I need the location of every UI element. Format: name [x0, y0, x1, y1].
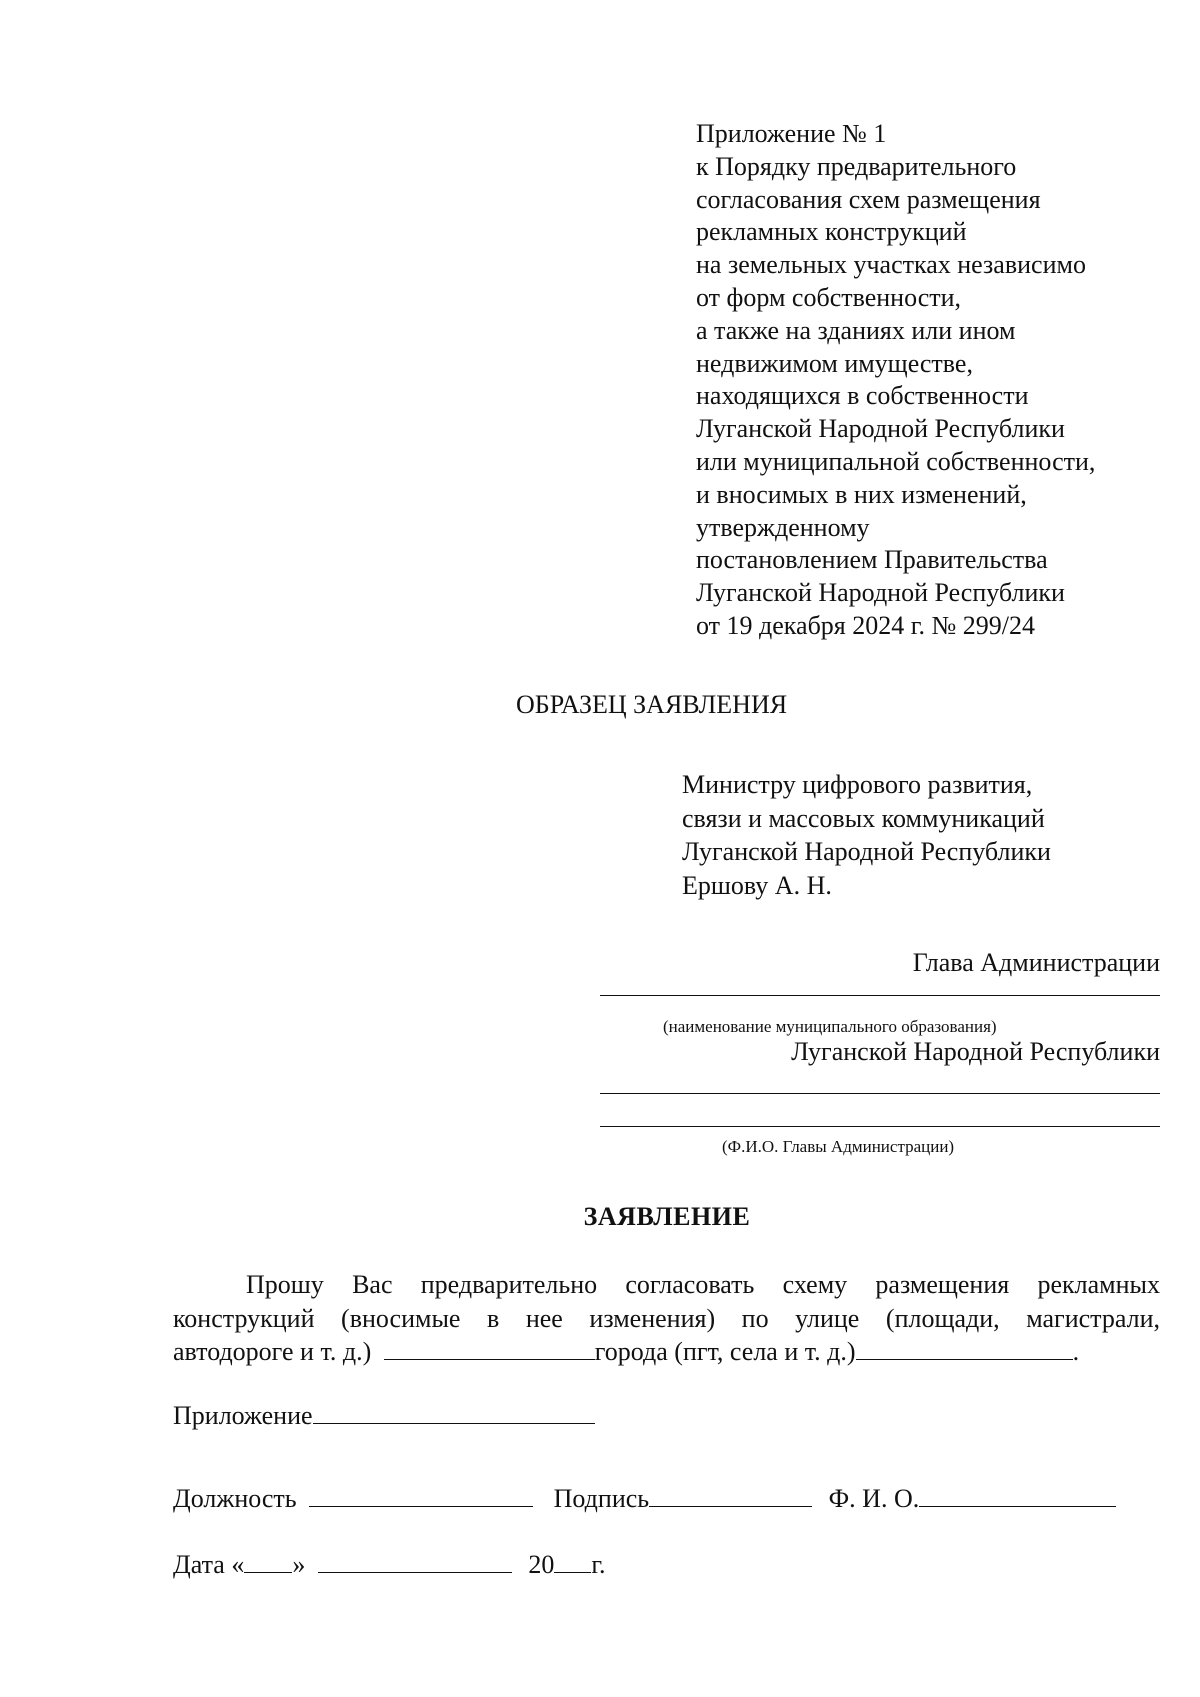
attachment-row: [173, 1399, 595, 1431]
statement-line-3: [173, 1335, 1160, 1369]
city-blank[interactable]: [856, 1335, 1073, 1360]
appendix-line: находящихся в собственности: [696, 381, 1029, 411]
sign-blank[interactable]: [649, 1482, 812, 1507]
appendix-line: постановлением Правительства: [696, 545, 1048, 575]
municipality-caption: (наименование муниципального образования): [663, 1017, 997, 1036]
municipality-name-line[interactable]: [600, 995, 1160, 996]
position-label: Должность: [173, 1484, 297, 1513]
fio-blank[interactable]: [919, 1482, 1116, 1507]
appendix-line: недвижимом имуществе,: [696, 348, 973, 378]
appendix-line: рекламных конструкций: [696, 217, 967, 247]
statement-line-1: Прошу Вас предварительно согласовать схему размещения рекламных: [246, 1270, 1160, 1299]
statement-title: ЗАЯВЛЕНИЕ: [583, 1202, 751, 1231]
addressee-line: Министру цифрового развития,: [682, 770, 1033, 799]
appendix-line: или муниципальной собственности,: [696, 446, 1096, 476]
appendix-line: Приложение № 1: [696, 119, 887, 148]
appendix-line: от 19 декабря 2024 г. № 299/24: [696, 610, 1036, 640]
appendix-line: на земельных участках независимо: [696, 250, 1086, 280]
statement-line-3-end: .: [1072, 1337, 1080, 1366]
date-label: Дата «: [173, 1550, 245, 1579]
fio-label: Ф. И. О.: [828, 1484, 920, 1513]
appendix-line: Луганской Народной Республики: [696, 414, 1065, 444]
year-suffix: г.: [591, 1550, 606, 1579]
sender-block: [600, 0, 1160, 1200]
republic-name: Луганской Народной Республики: [791, 1037, 1160, 1066]
appendix-line: согласования схем размещения: [696, 184, 1041, 214]
fio-caption: (Ф.И.О. Главы Администрации): [722, 1137, 955, 1156]
year-prefix: 20: [528, 1550, 555, 1579]
appendix-line: утвержденному: [696, 512, 870, 542]
day-blank[interactable]: [244, 1548, 292, 1573]
statement-line-3-street: автодороге и т. д.): [173, 1337, 372, 1366]
appendix-line: Луганской Народной Республики: [696, 578, 1065, 608]
addressee-line: Луганской Народной Республики: [682, 837, 1051, 866]
appendix-line: к Порядку предварительного: [696, 151, 1017, 181]
year-blank[interactable]: [554, 1548, 591, 1573]
head-fio-line[interactable]: [600, 1126, 1160, 1127]
appendix-line: и вносимых в них изменений,: [696, 479, 1027, 509]
sender-blank-line[interactable]: [600, 1093, 1160, 1094]
date-close-quote: »: [292, 1550, 306, 1579]
attachment-label: Приложение: [173, 1401, 313, 1430]
date-row: [173, 1548, 606, 1580]
month-blank[interactable]: [318, 1548, 512, 1573]
statement-body: [173, 1268, 1160, 1369]
sign-label: Подпись: [553, 1484, 650, 1513]
attachment-blank[interactable]: [313, 1399, 595, 1424]
statement-line-2: конструкций (вносимые в нее изменения) по улице (площади, магистрали,: [173, 1303, 1160, 1333]
sample-title: ОБРАЗЕЦ ЗАЯВЛЕНИЯ: [516, 690, 788, 719]
statement-line-3-city: города (пгт, села и т. д.): [594, 1337, 856, 1366]
position-blank[interactable]: [309, 1482, 533, 1507]
appendix-line: от форм собственности,: [696, 282, 962, 312]
head-title: Глава Администрации: [912, 948, 1160, 977]
addressee-line: связи и массовых коммуникаций: [682, 803, 1045, 833]
street-blank[interactable]: [384, 1335, 595, 1360]
appendix-line: а также на зданиях или ином: [696, 315, 1016, 345]
signature-row: [173, 1482, 1116, 1514]
addressee-line: Ершову А. Н.: [682, 870, 832, 900]
